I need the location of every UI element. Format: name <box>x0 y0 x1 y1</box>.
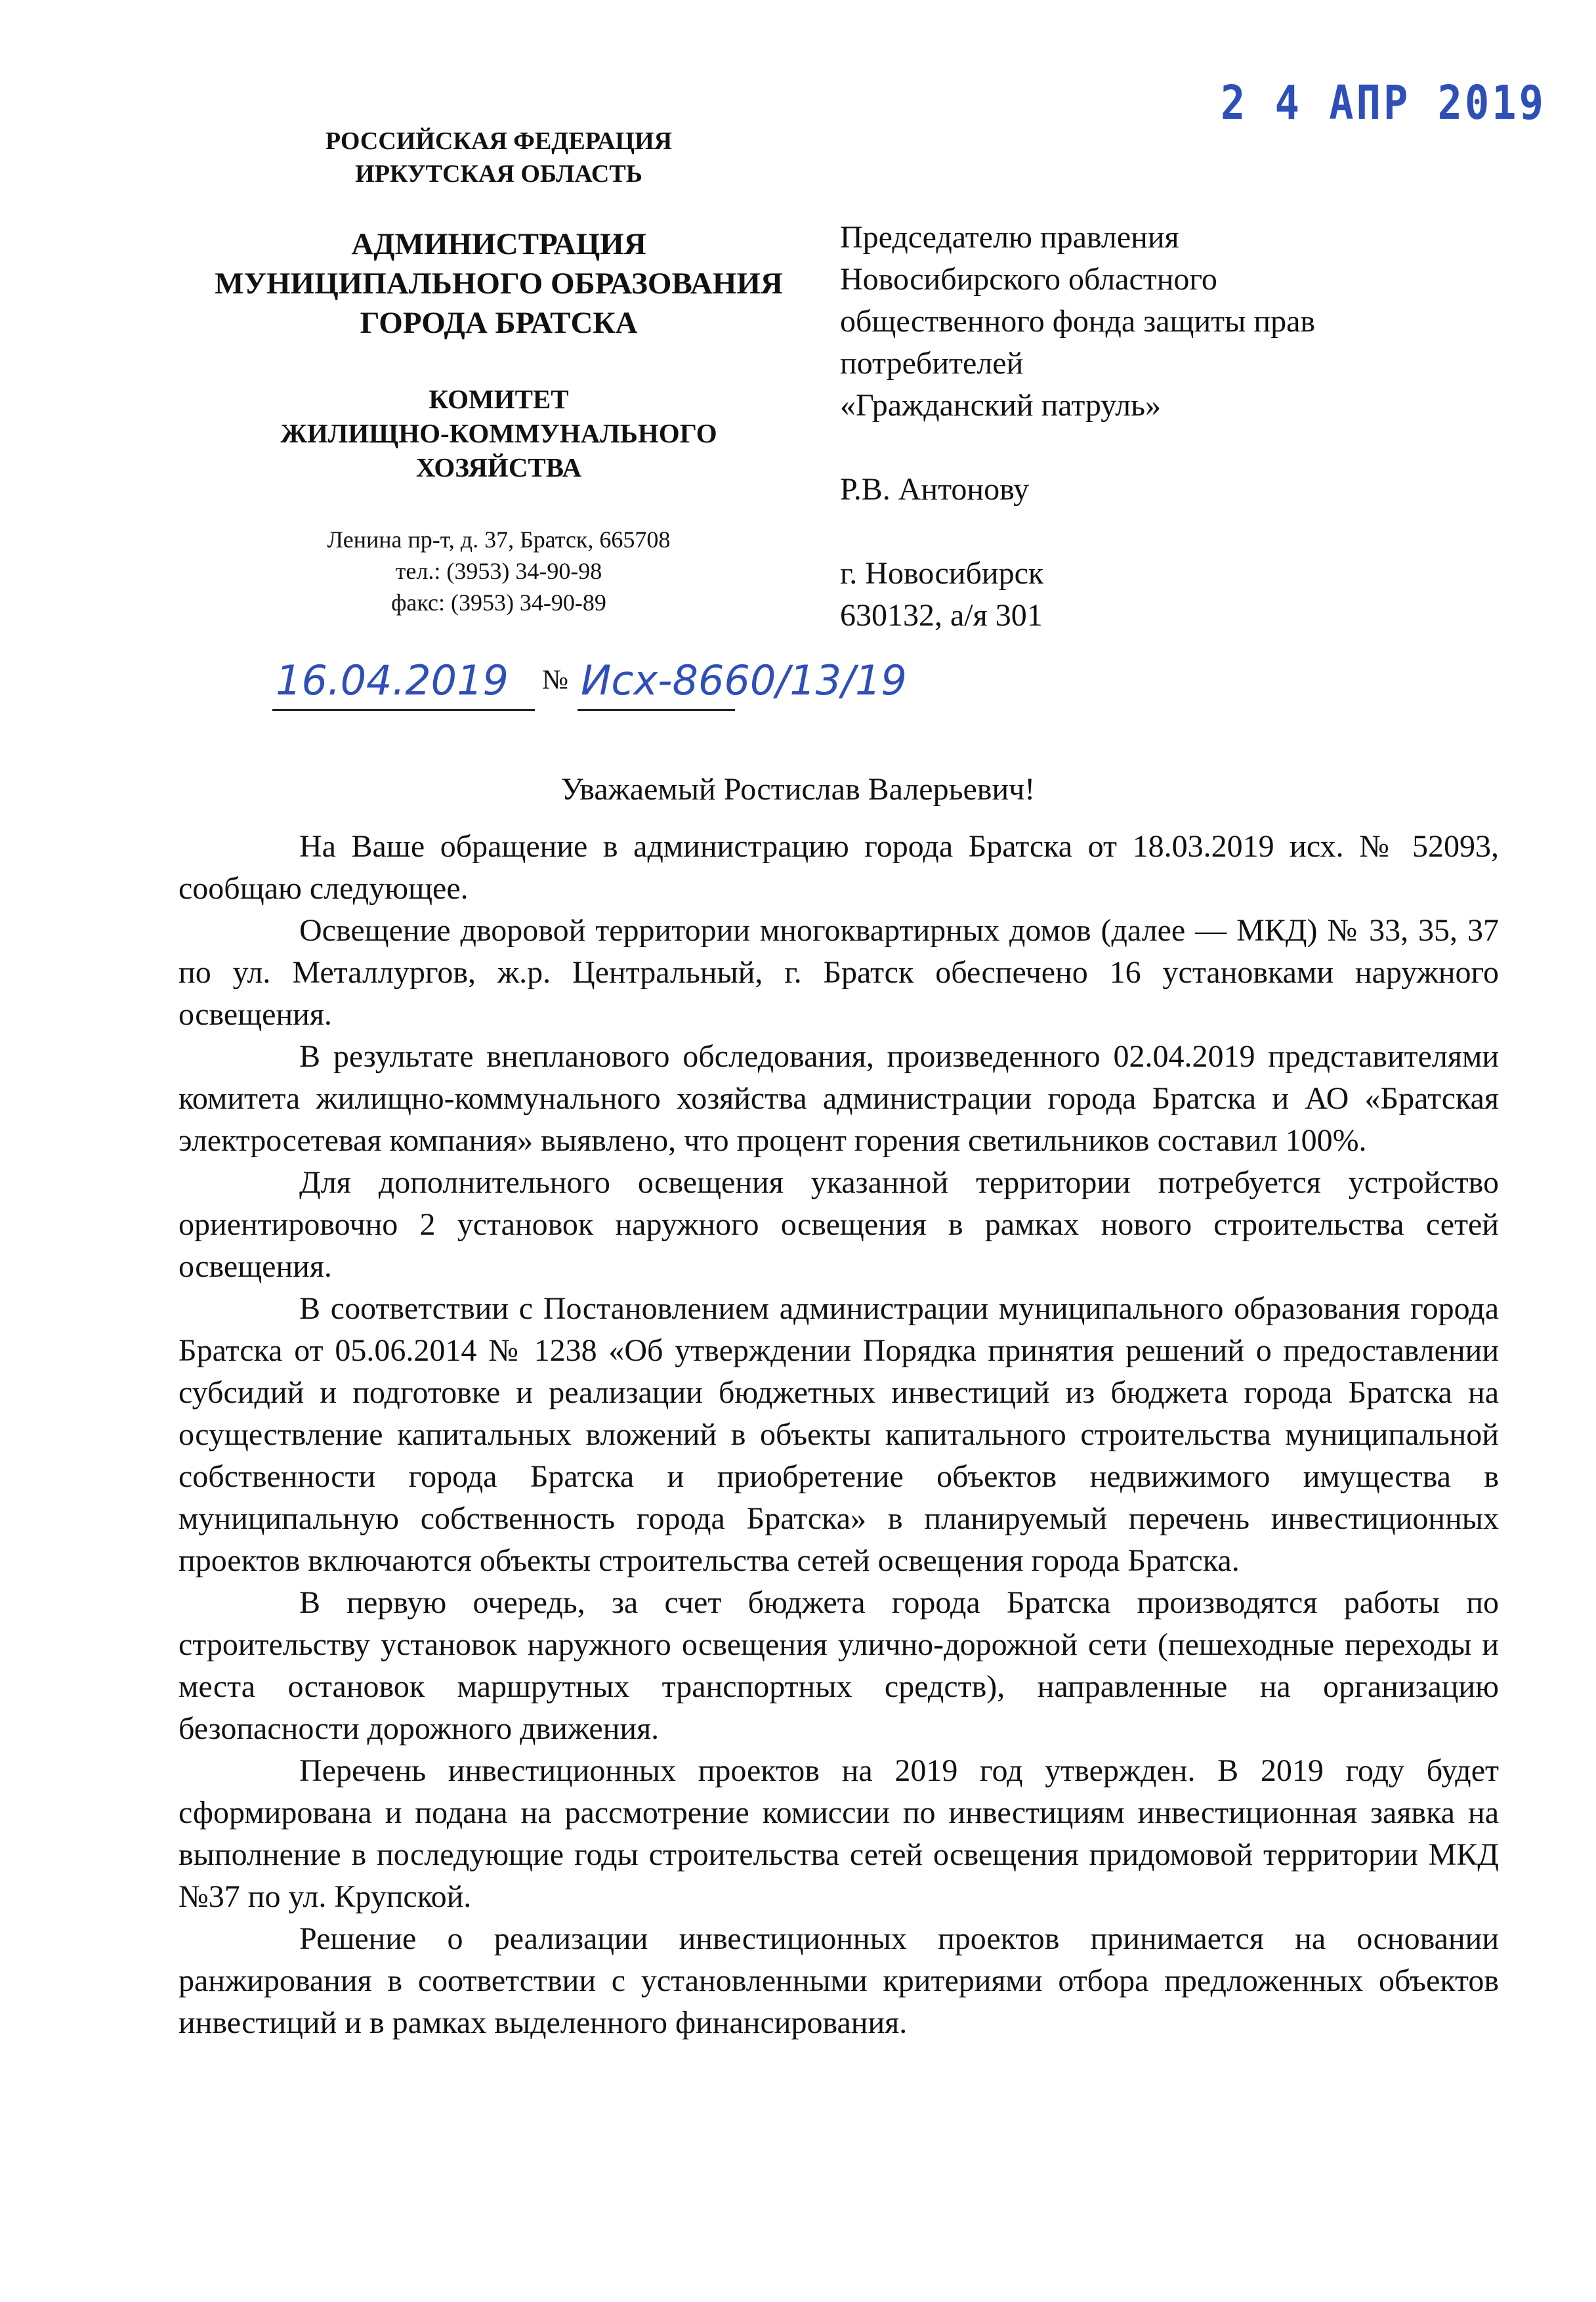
addressee-line5: «Гражданский патруль» <box>840 388 1162 423</box>
registration-date-underline <box>272 709 535 711</box>
addressee-line2: Новосибирского областного <box>840 262 1217 297</box>
registration-number: Исх-8660/13/19 <box>581 656 907 704</box>
body-paragraph: На Ваше обращение в администрацию города Братска от 18.03.2019 исх. № 52093, сообщаю следующее. <box>178 829 1499 906</box>
sender-committee-line1: КОМИТЕТ <box>429 384 569 414</box>
sender-committee-line2: ЖИЛИЩНО-КОММУНАЛЬНОГО <box>280 418 717 448</box>
registration-number-underline <box>578 709 735 711</box>
letter-body <box>178 826 1499 2044</box>
addressee-line1: Председателю правления <box>840 220 1179 255</box>
body-paragraph: Для дополнительного освещения указанной территории потребуется устройство ориентировочно 2 установок наружного освещения в рамках нового строительства сетей освещения. <box>178 1165 1499 1284</box>
sender-org-line2: МУНИЦИПАЛЬНОГО ОБРАЗОВАНИЯ <box>215 266 783 301</box>
sender-address: Ленина пр-т, д. 37, Братск, 665708 <box>327 526 671 553</box>
body-paragraph: В соответствии с Постановлением администрации муниципального образования города Братска от 05.06.2014 № 1238 «Об утверждении Порядка принятия решений о предоставлении субсидий и подготовке и реализации бюджетных инвестиций из бюджета города Братска на осуществление капитальных вложений в объекты капитального строительства муниципальной собственности города Братска и приобретение объектов недвижимого имущества в муниципальную собственность города Братска» в планируемый перечень инвестиционных проектов включаются объекты строительства сетей освещения города Братска. <box>178 1291 1499 1578</box>
body-paragraph: Перечень инвестиционных проектов на 2019 год утвержден. В 2019 году будет сформирована и подана на рассмотрение комиссии по инвестициям инвестиционная заявка на выполнение в последующие годы строительства сетей освещения придомовой территории МКД №37 по ул. Крупской. <box>178 1753 1499 1914</box>
registration-date: 16.04.2019 <box>276 656 509 704</box>
sender-region: ИРКУТСКАЯ ОБЛАСТЬ <box>355 160 642 188</box>
registration-number-sign: № <box>542 665 569 695</box>
addressee-postal: 630132, а/я 301 <box>840 598 1043 633</box>
sender-fax: факс: (3953) 34-90-89 <box>391 589 606 616</box>
addressee-line3: общественного фонда защиты прав <box>840 304 1316 339</box>
sender-org-line3: ГОРОДА БРАТСКА <box>360 306 638 340</box>
body-paragraph: В первую очередь, за счет бюджета города Братска производятся работы по строительству установок наружного освещения улично-дорожной сети (пешеходные переходы и места остановок маршрутных транспортных средств), направленные на организацию безопасности дорожного движения. <box>178 1585 1499 1746</box>
body-paragraph: Освещение дворовой территории многоквартирных домов (далее — МКД) № 33, 35, 37 по ул. Металлургов, ж.р. Центральный, г. Братск обеспечено 16 установками наружного освещения. <box>178 913 1499 1032</box>
salutation: Уважаемый Ростислав Валерьевич! <box>560 772 1036 807</box>
addressee-city: г. Новосибирск <box>840 556 1044 591</box>
received-date-stamp: 2 4 АПР 2019 <box>1221 75 1546 131</box>
sender-org-line1: АДМИНИСТРАЦИЯ <box>351 227 646 261</box>
sender-committee-line3: ХОЗЯЙСТВА <box>415 452 582 482</box>
addressee-line4: потребителей <box>840 346 1024 381</box>
body-paragraph: В результате внепланового обследования, произведенного 02.04.2019 представителями комитета жилищно-коммунального хозяйства администрации города Братска и АО «Братская электросетевая компания» выявлено, что процент горения светильников составил 100%. <box>178 1039 1499 1158</box>
addressee-name: Р.В. Антонову <box>840 472 1030 507</box>
addressee-block <box>840 217 1536 637</box>
sender-letterhead <box>171 125 827 618</box>
sender-country: РОССИЙСКАЯ ФЕДЕРАЦИЯ <box>325 127 673 155</box>
body-paragraph: Решение о реализации инвестиционных проектов принимается на основании ранжирования в соответствии с установленными критериями отбора предложенных объектов инвестиций и в рамках выделенного финансирования. <box>178 1921 1499 2040</box>
sender-phone: тел.: (3953) 34-90-98 <box>395 558 602 584</box>
